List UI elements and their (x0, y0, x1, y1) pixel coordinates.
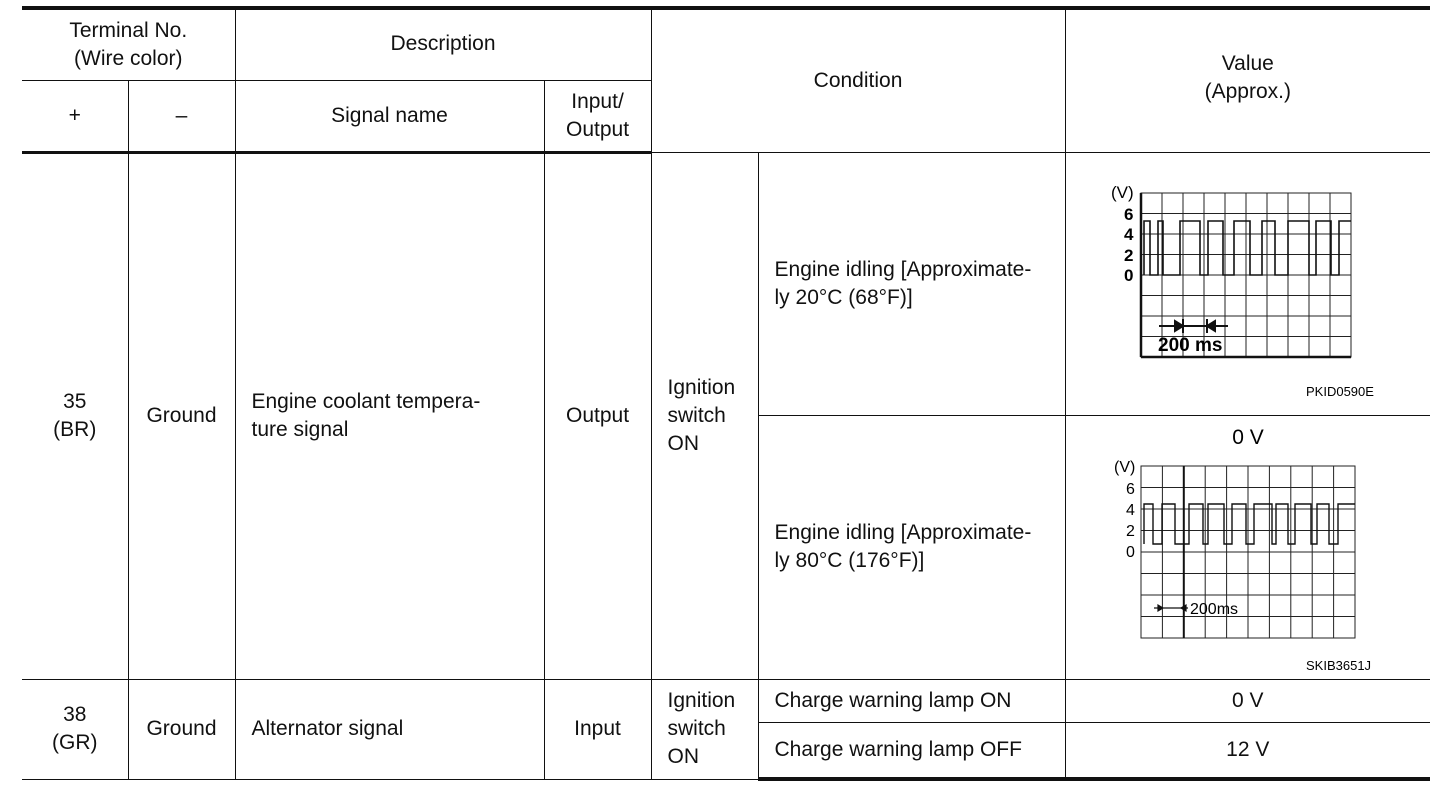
time-scale-label: 200ms (1189, 600, 1238, 618)
terminal-number: 35 (63, 390, 87, 413)
value-text: 0 V (1231, 425, 1264, 449)
y-unit-label: (V) (1110, 182, 1134, 202)
header-terminal-no-label: Terminal No. (69, 18, 188, 42)
y-tick: 0 (1125, 543, 1135, 561)
header-condition: Condition (651, 8, 1065, 152)
y-tick: 6 (1123, 204, 1133, 224)
condition-line2: switch (667, 717, 726, 740)
header-wire-color-label: (Wire color) (74, 46, 183, 70)
condition-main (651, 679, 758, 779)
table-row (22, 679, 1430, 722)
header-value (1065, 8, 1430, 152)
value-text: 12 V (1065, 722, 1430, 779)
input-output: Output (544, 152, 651, 679)
y-tick: 6 (1125, 480, 1135, 498)
table-row (22, 152, 1430, 415)
waveform-80c (1066, 416, 1431, 679)
header-approx-label: (Approx.) (1204, 80, 1291, 103)
header-output-label: Output (565, 117, 630, 141)
figure-caption: SKIB3651J (1305, 657, 1371, 673)
input-output: Input (544, 679, 651, 779)
time-scale-arrow (1159, 319, 1228, 333)
value-text: 0 V (1065, 679, 1430, 722)
figure-caption: PKID0590E (1305, 383, 1374, 399)
sub-condition-line2: ly 80°C (176°F)] (774, 549, 925, 572)
wire-color: (BR) (53, 418, 97, 441)
terminal-number: 38 (63, 703, 87, 726)
signal-name (235, 152, 544, 679)
waveform-trace (1144, 221, 1351, 275)
sub-condition: Charge warning lamp ON (758, 679, 1065, 722)
sub-condition-line1: Engine idling [Approximate- (774, 257, 1032, 281)
header-signal-name: Signal name (235, 80, 544, 152)
y-tick: 2 (1125, 522, 1135, 540)
condition-main (651, 152, 758, 679)
sub-condition: Charge warning lamp OFF (758, 722, 1065, 779)
wire-color: (GR) (52, 731, 98, 754)
terminal-plus-38 (22, 679, 128, 779)
condition-line2: switch (667, 403, 726, 427)
terminal-minus: Ground (128, 679, 235, 779)
signal-name: Alternator signal (235, 679, 544, 779)
condition-line1: Ignition (667, 375, 736, 399)
header-minus: – (128, 80, 235, 152)
condition-line3: ON (667, 745, 700, 768)
sub-condition (758, 152, 1065, 415)
waveform-20c (1066, 153, 1431, 415)
sub-condition (758, 415, 1065, 679)
waveform-trace (1144, 504, 1355, 544)
header-input-label: Input/ (571, 89, 624, 113)
header-terminal-no (22, 8, 235, 80)
y-unit-label: (V) (1113, 458, 1135, 476)
condition-line1: Ignition (667, 689, 736, 712)
sub-condition-line2: ly 20°C (68°F)] (774, 285, 913, 309)
terminal-spec-table (22, 6, 1430, 781)
y-tick: 4 (1125, 501, 1135, 519)
signal-name-line1: Engine coolant tempera- (251, 390, 481, 413)
y-tick: 4 (1123, 224, 1133, 244)
value-waveform-cell (1065, 152, 1430, 415)
terminal-minus: Ground (128, 152, 235, 679)
header-input-output (544, 80, 651, 152)
header-plus: + (22, 80, 128, 152)
time-scale-label: 200 ms (1157, 334, 1222, 356)
signal-name-line2: ture signal (251, 418, 349, 441)
condition-line3: ON (667, 431, 700, 455)
y-tick: 2 (1123, 245, 1133, 265)
value-waveform-cell (1065, 415, 1430, 679)
header-description: Description (235, 8, 651, 80)
y-tick: 0 (1123, 265, 1133, 285)
header-value-label: Value (1221, 52, 1274, 75)
sub-condition-line1: Engine idling [Approximate- (774, 521, 1032, 544)
terminal-plus-35 (22, 152, 128, 679)
